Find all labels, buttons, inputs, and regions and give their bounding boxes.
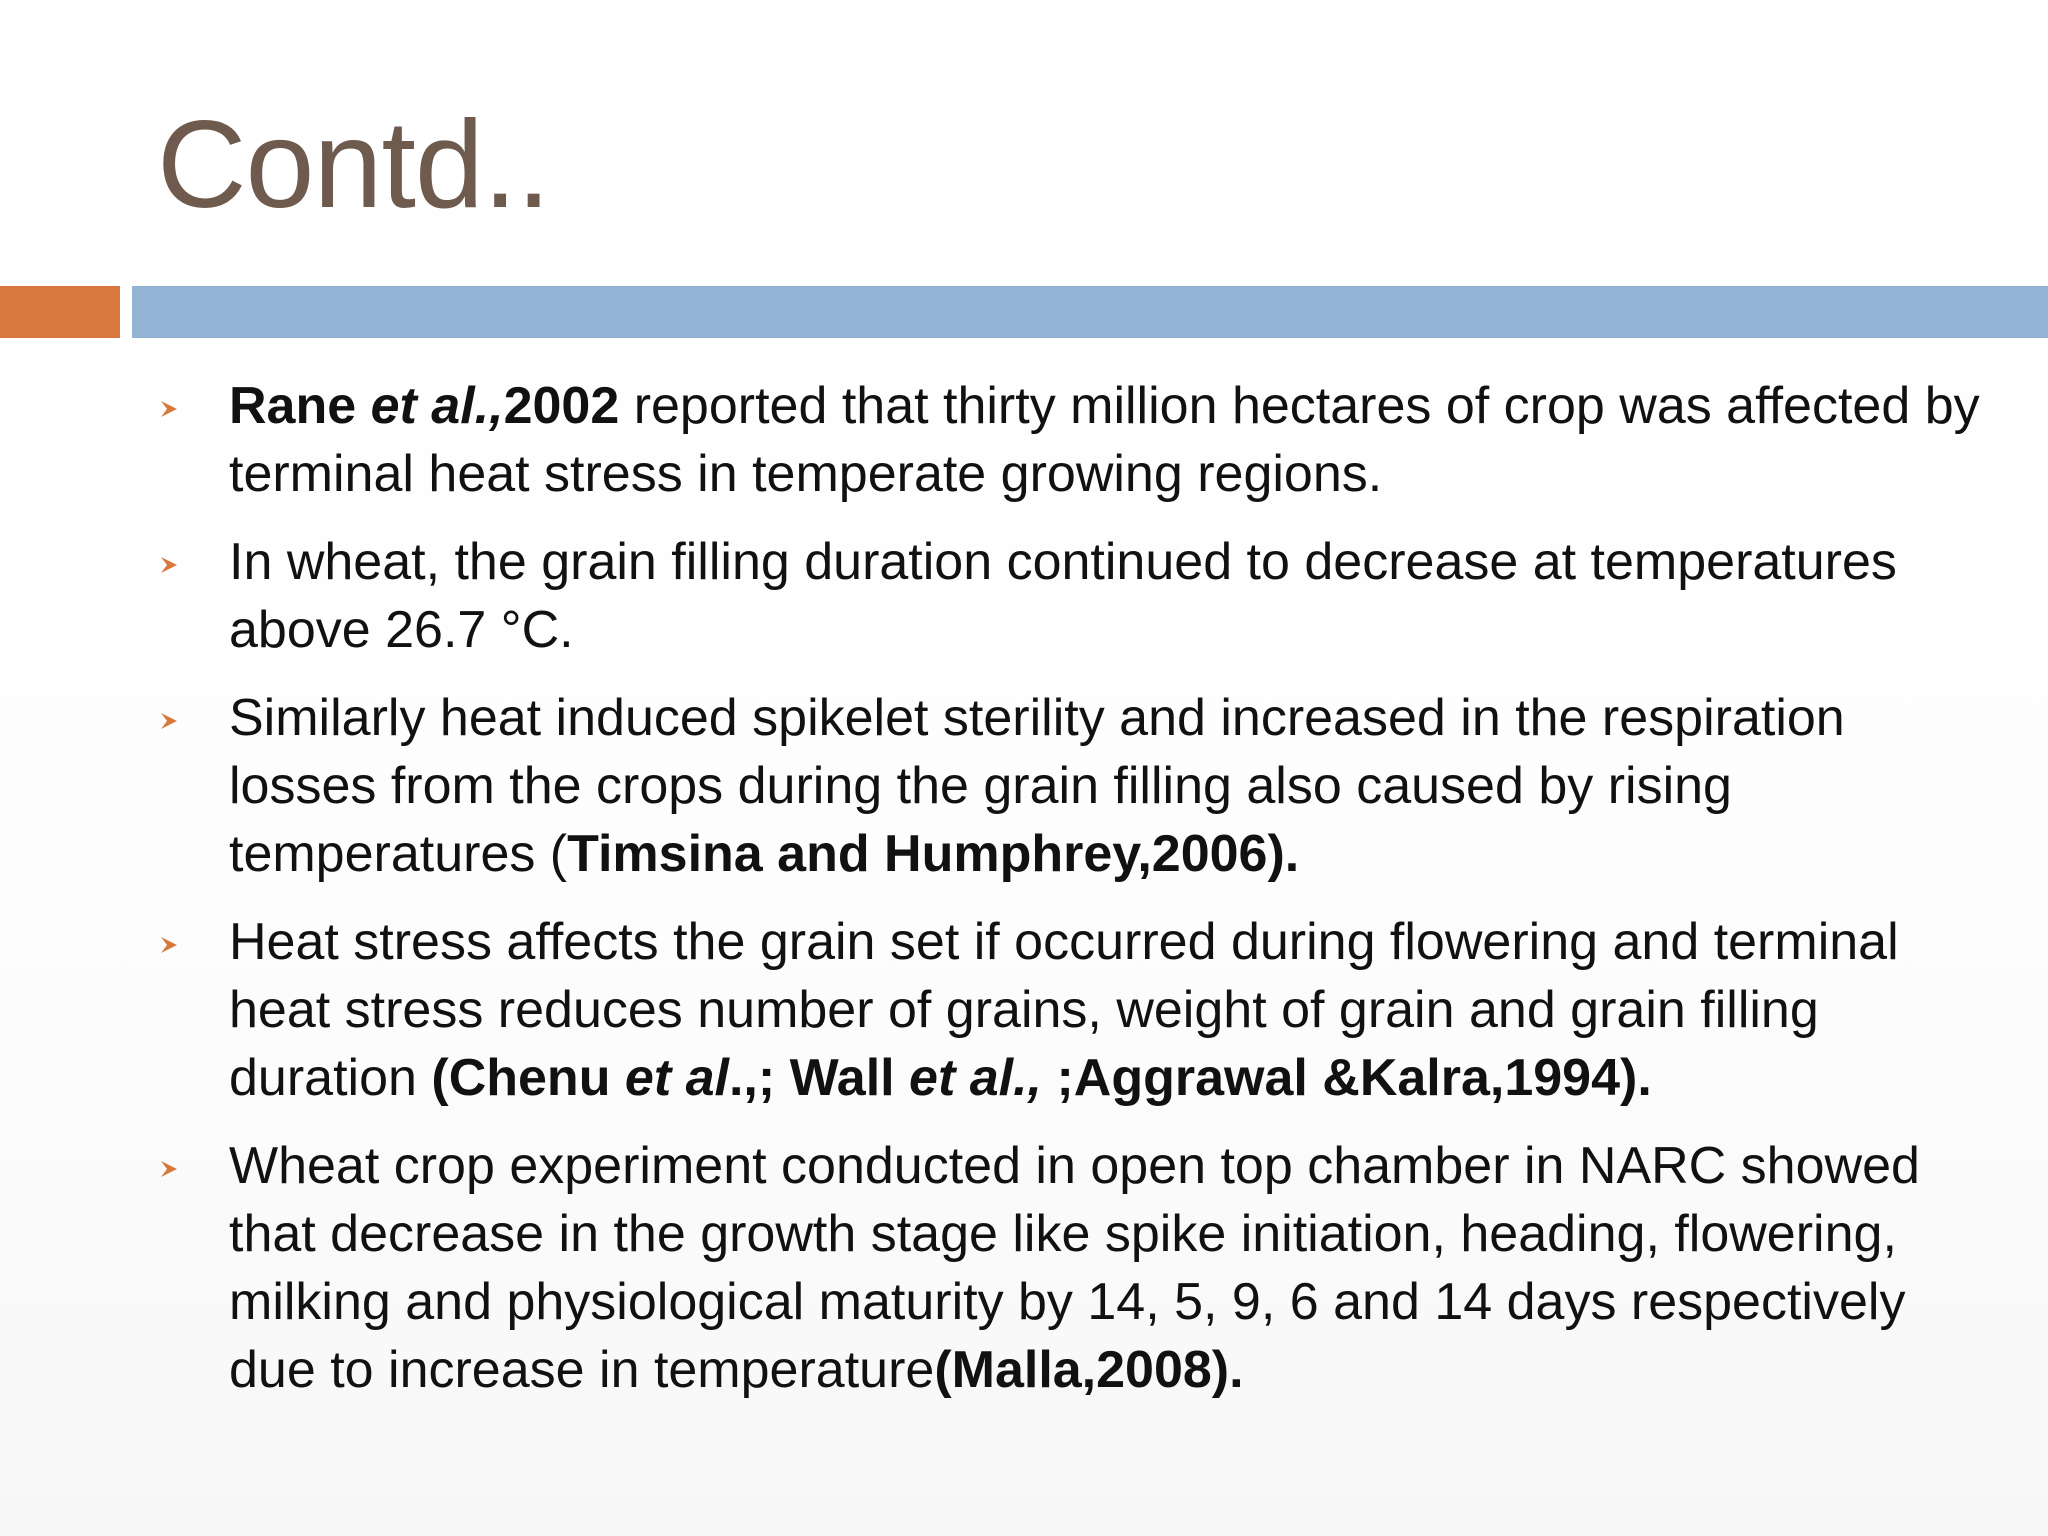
bullet-text: Wheat crop experiment conducted in open top chamber in NARC showed that decrease in the growth stage like spike initiation, heading, flowering, milking and physiological maturity by 14, 5, 9, 6 and 14 days respectively due to increase in temperature: [229, 1137, 1920, 1399]
arrow-right-bullet-icon: [158, 934, 180, 956]
citation-part: ;Aggrawal &Kalra,1994).: [1042, 1049, 1652, 1107]
citation-author: Rane: [229, 377, 371, 435]
slide-title: Contd..: [157, 96, 550, 234]
bullet-item-1: [0, 372, 1989, 508]
citation-year: 2002: [503, 377, 620, 435]
citation: (Malla,2008).: [934, 1341, 1244, 1399]
title-divider-bar: [132, 286, 2048, 338]
arrow-right-bullet-icon: [158, 398, 180, 420]
bullet-item-3: [0, 684, 1989, 888]
citation-part: .,; Wall: [728, 1049, 910, 1107]
bullet-item-4: [0, 908, 1989, 1112]
citation: Timsina and Humphrey,2006).: [567, 825, 1300, 883]
arrow-right-bullet-icon: [158, 710, 180, 732]
bullet-text: reported that thirty million hectares of crop was affected by terminal heat stress in temperate growing regions.: [229, 377, 1980, 503]
bullet-text: Similarly heat induced spikelet sterility and increased in the respiration losses from the crops during the grain filling also caused by rising temperatures (: [229, 689, 1845, 883]
bullet-item-5: [0, 1132, 1989, 1404]
bullet-text: Heat stress affects the grain set if occurred during flowering and terminal heat stress reduces number of grains, weight of grain and grain filling duration: [229, 913, 1899, 1107]
citation-part: (Chenu: [431, 1049, 625, 1107]
citation-et-al: et al.,: [909, 1049, 1042, 1107]
arrow-right-bullet-icon: [158, 554, 180, 576]
citation-et-al: et al.,: [370, 377, 504, 435]
bullet-list: [0, 372, 2048, 1424]
accent-bar: [0, 286, 120, 338]
arrow-right-bullet-icon: [158, 1158, 180, 1180]
citation-et-al: et al: [624, 1049, 729, 1107]
bullet-text: In wheat, the grain filling duration continued to decrease at temperatures above 26.7 °C.: [229, 533, 1897, 659]
bullet-item-2: [0, 528, 1989, 664]
